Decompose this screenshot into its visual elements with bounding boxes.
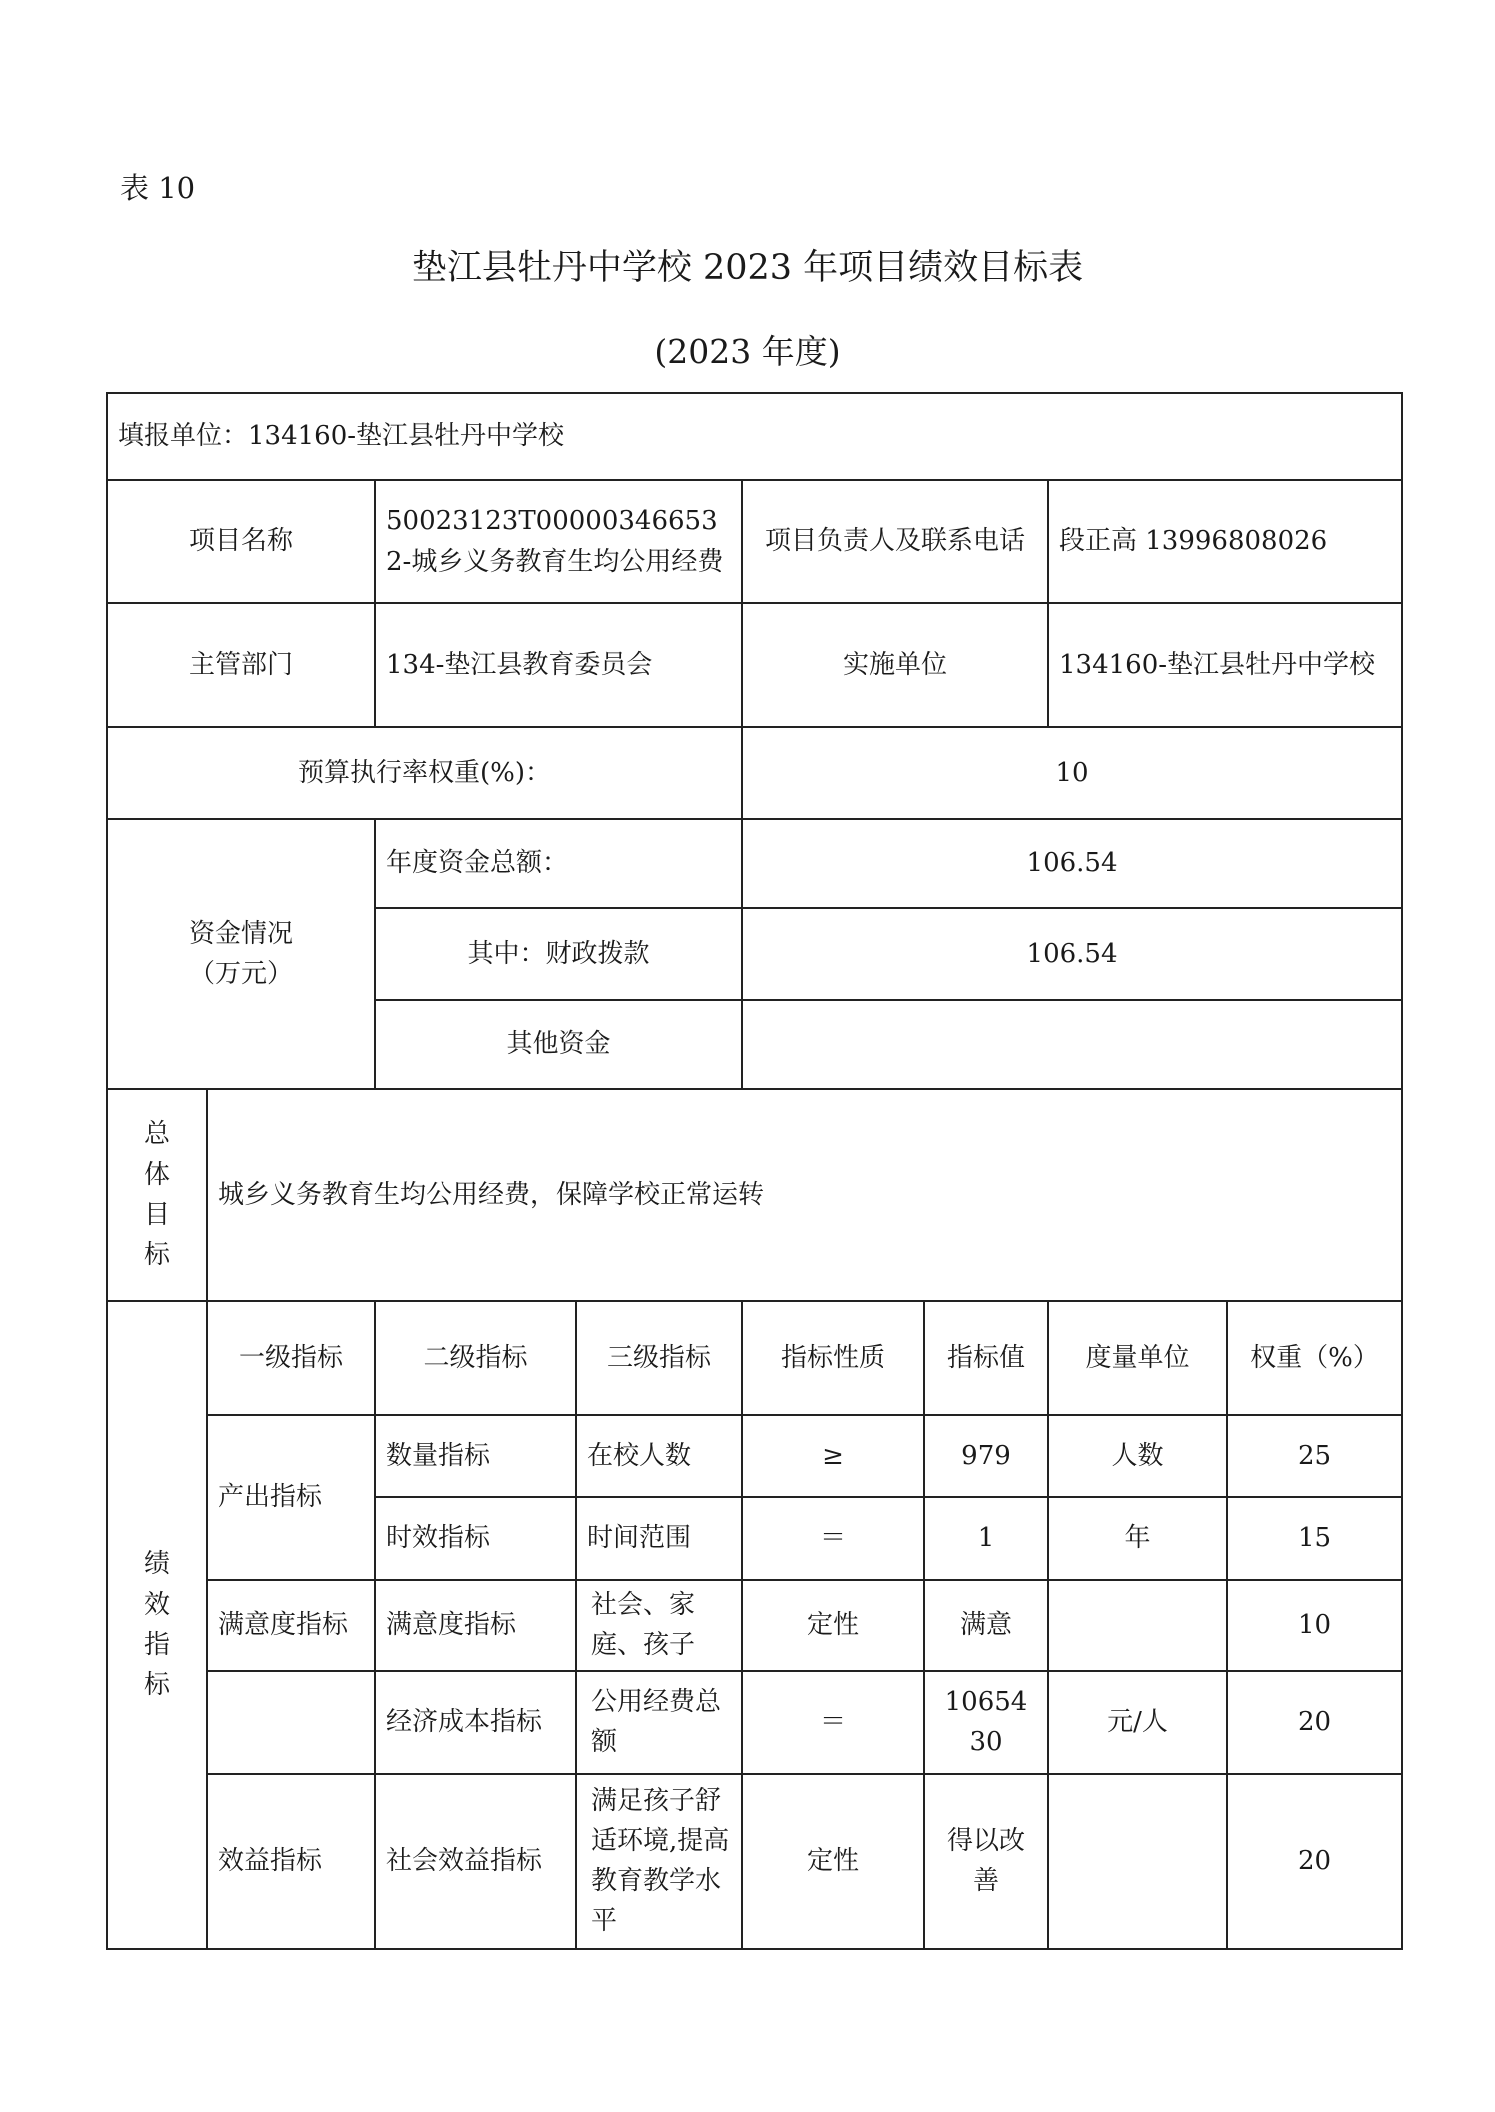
funds-label-line2: （万元） <box>188 959 293 989</box>
funds-total-value: 106.54 <box>742 819 1402 908</box>
funds-label-line1: 资金情况 <box>188 918 293 949</box>
cell-value: 1065430 <box>924 1671 1048 1774</box>
cell-level2: 社会效益指标 <box>375 1774 576 1949</box>
cell-level3: 满足孩子舒适环境,提高教育教学水平 <box>576 1774 742 1949</box>
header-nature: 指标性质 <box>742 1301 924 1415</box>
cell-level2: 数量指标 <box>375 1415 576 1497</box>
cell-level1 <box>207 1671 375 1774</box>
cell-level3: 公用经费总额 <box>576 1671 742 1774</box>
cell-unit <box>1048 1580 1227 1671</box>
impl-unit-label: 实施单位 <box>742 603 1048 727</box>
cell-level3: 在校人数 <box>576 1415 742 1497</box>
performance-goal-table <box>106 392 1403 1950</box>
cell-nature: 定性 <box>742 1774 924 1949</box>
cell-level3: 时间范围 <box>576 1497 742 1580</box>
project-name-label: 项目名称 <box>107 480 375 603</box>
page-subtitle: (2023 年度) <box>654 332 841 371</box>
header-level2: 二级指标 <box>375 1301 576 1415</box>
cell-level2: 满意度指标 <box>375 1580 576 1671</box>
cell-level2: 时效指标 <box>375 1497 576 1580</box>
cell-nature: ＝ <box>742 1671 924 1774</box>
table-row <box>107 1671 1402 1774</box>
project-contact-label: 项目负责人及联系电话 <box>742 480 1048 603</box>
header-weight: 权重（%） <box>1227 1301 1402 1415</box>
table-number: 表 10 <box>120 171 196 205</box>
impl-unit-value: 134160-垫江县牡丹中学校 <box>1048 603 1402 727</box>
overall-goal-text: 城乡义务教育生均公用经费，保障学校正常运转 <box>207 1089 1402 1301</box>
cell-value: 1 <box>924 1497 1048 1580</box>
cell-weight: 20 <box>1227 1671 1402 1774</box>
cell-weight: 10 <box>1227 1580 1402 1671</box>
funds-other-label: 其他资金 <box>375 1000 742 1089</box>
cell-weight: 20 <box>1227 1774 1402 1949</box>
header-level1: 一级指标 <box>207 1301 375 1415</box>
funds-label <box>107 819 375 1089</box>
table-row <box>107 1774 1402 1949</box>
header-value: 指标值 <box>924 1301 1048 1415</box>
table-row <box>107 1415 1402 1497</box>
cell-value: 满意 <box>924 1580 1048 1671</box>
header-unit: 度量单位 <box>1048 1301 1227 1415</box>
funds-fiscal-label: 其中：财政拨款 <box>375 908 742 1000</box>
budget-rate-label: 预算执行率权重(%)： <box>107 727 742 819</box>
project-name-value: 50023123T000003466532-城乡义务教育生均公用经费 <box>375 480 742 603</box>
table-row <box>107 1580 1402 1671</box>
cell-weight: 25 <box>1227 1415 1402 1497</box>
project-contact-value: 段正高 13996808026 <box>1048 480 1402 603</box>
funds-total-label: 年度资金总额： <box>375 819 742 908</box>
funds-fiscal-value: 106.54 <box>742 908 1402 1000</box>
output-indicator-label: 产出指标 <box>207 1415 375 1580</box>
cell-value: 979 <box>924 1415 1048 1497</box>
indicators-label: 绩 效 指 标 <box>107 1301 207 1949</box>
cell-level1: 满意度指标 <box>207 1580 375 1671</box>
cell-unit <box>1048 1774 1227 1949</box>
dept-value: 134-垫江县教育委员会 <box>375 603 742 727</box>
overall-goal-label: 总 体 目 标 <box>107 1089 207 1301</box>
header-level3: 三级指标 <box>576 1301 742 1415</box>
cell-nature: ＝ <box>742 1497 924 1580</box>
cell-weight: 15 <box>1227 1497 1402 1580</box>
funds-other-value <box>742 1000 1402 1089</box>
cell-nature: ≥ <box>742 1415 924 1497</box>
cell-unit: 年 <box>1048 1497 1227 1580</box>
budget-rate-value: 10 <box>742 727 1402 819</box>
fill-unit-cell: 填报单位：134160-垫江县牡丹中学校 <box>107 393 1402 480</box>
cell-level2: 经济成本指标 <box>375 1671 576 1774</box>
cell-level3: 社会、家庭、孩子 <box>576 1580 742 1671</box>
cell-unit: 元/人 <box>1048 1671 1227 1774</box>
cell-unit: 人数 <box>1048 1415 1227 1497</box>
cell-level1: 效益指标 <box>207 1774 375 1949</box>
cell-nature: 定性 <box>742 1580 924 1671</box>
cell-value: 得以改善 <box>924 1774 1048 1949</box>
page-title: 垫江县牡丹中学校 2023 年项目绩效目标表 <box>411 248 1084 288</box>
dept-label: 主管部门 <box>107 603 375 727</box>
